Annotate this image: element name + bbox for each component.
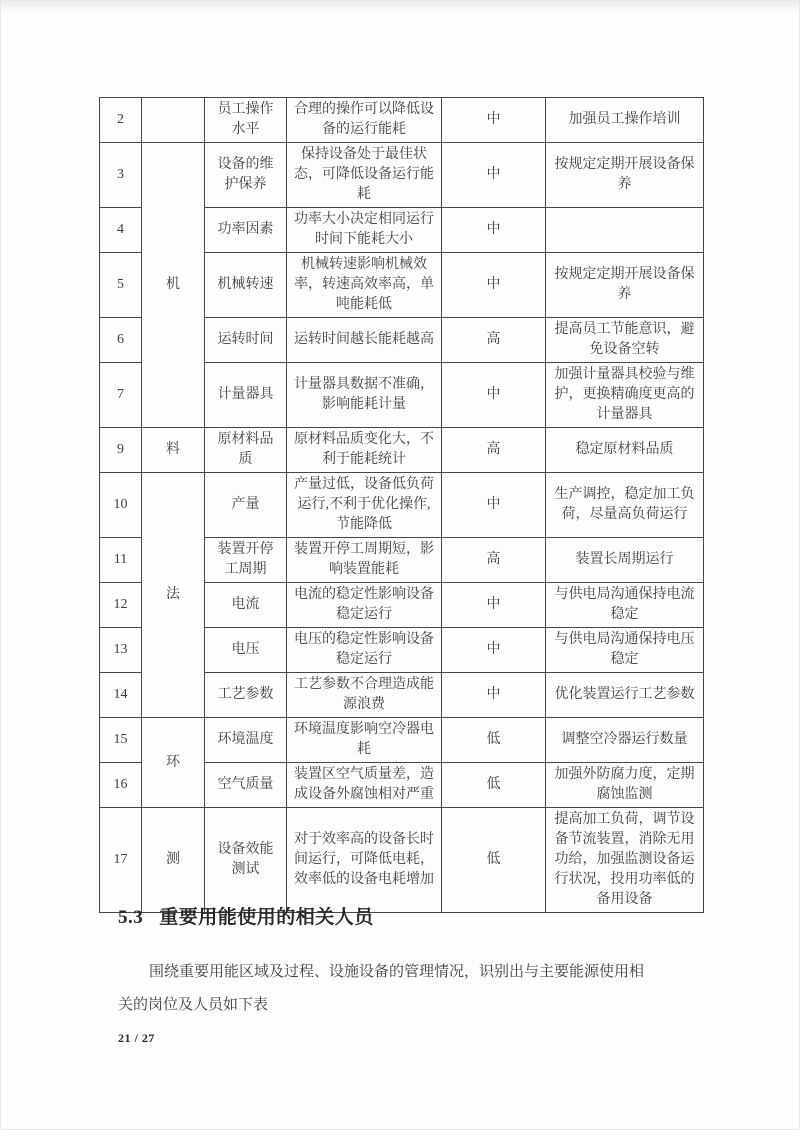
factor-cell: 工艺参数 (205, 673, 287, 718)
impact-level-cell: 高 (442, 538, 546, 583)
measure-cell: 按规定定期开展设备保养 (546, 143, 704, 208)
description-cell: 计量器具数据不准确，影响能耗计量 (287, 363, 442, 428)
section-number: 5.3 (118, 907, 144, 928)
measure-cell: 装置长周期运行 (546, 538, 704, 583)
measure-cell: 按规定定期开展设备保养 (546, 253, 704, 318)
factor-cell: 机械转速 (205, 253, 287, 318)
category-cell: 环 (142, 718, 205, 808)
factor-cell: 员工操作水平 (205, 98, 287, 143)
impact-level-cell: 中 (442, 583, 546, 628)
description-cell: 电压的稳定性影响设备稳定运行 (287, 628, 442, 673)
table-row (100, 718, 704, 763)
factor-cell: 设备的维护保养 (205, 143, 287, 208)
table-row (100, 473, 704, 538)
row-number-cell: 17 (100, 808, 142, 913)
measure-cell: 与供电局沟通保持电压稳定 (546, 628, 704, 673)
description-cell: 运转时间越长能耗越高 (287, 318, 442, 363)
measure-cell: 提高加工负荷，调节设备节流装置，消除无用功给，加强监测设备运行状况，投用功率低的备用设备 (546, 808, 704, 913)
table-row (100, 143, 704, 208)
description-cell: 装置区空气质量差，造成设备外腐蚀相对严重 (287, 763, 442, 808)
section-heading (118, 902, 374, 929)
measure-cell (546, 208, 704, 253)
row-number-cell: 7 (100, 363, 142, 428)
description-cell: 工艺参数不合理造成能源浪费 (287, 673, 442, 718)
impact-level-cell: 中 (442, 628, 546, 673)
row-number-cell: 9 (100, 428, 142, 473)
page-number: 21 / 27 (118, 1031, 155, 1045)
description-cell: 功率大小决定相同运行时间下能耗大小 (287, 208, 442, 253)
measure-cell: 调整空冷器运行数量 (546, 718, 704, 763)
description-cell: 对于效率高的设备长时间运行，可降低电耗，效率低的设备电耗增加 (287, 808, 442, 913)
description-cell: 原材料品质变化大，不利于能耗统计 (287, 428, 442, 473)
description-cell: 保持设备处于最佳状态，可降低设备运行能耗 (287, 143, 442, 208)
description-cell: 机械转速影响机械效率，转速高效率高，单吨能耗低 (287, 253, 442, 318)
category-cell: 料 (142, 428, 205, 473)
description-cell: 装置开停工周期短，影响装置能耗 (287, 538, 442, 583)
row-number-cell: 10 (100, 473, 142, 538)
row-number-cell: 11 (100, 538, 142, 583)
factor-cell: 环境温度 (205, 718, 287, 763)
section-title: 重要用能使用的相关人员 (159, 907, 374, 928)
factor-cell: 功率因素 (205, 208, 287, 253)
measure-cell: 与供电局沟通保持电流稳定 (546, 583, 704, 628)
row-number-cell: 5 (100, 253, 142, 318)
category-cell (142, 98, 205, 143)
factor-cell: 计量器具 (205, 363, 287, 428)
description-cell: 电流的稳定性影响设备稳定运行 (287, 583, 442, 628)
table-row (100, 808, 704, 913)
category-cell: 测 (142, 808, 205, 913)
impact-level-cell: 中 (442, 473, 546, 538)
description-cell: 产量过低，设备低负荷运行,不利于优化操作,节能降低 (287, 473, 442, 538)
measure-cell: 提高员工节能意识，避免设备空转 (546, 318, 704, 363)
measure-cell: 生产调控，稳定加工负荷，尽量高负荷运行 (546, 473, 704, 538)
impact-level-cell: 中 (442, 208, 546, 253)
impact-level-cell: 高 (442, 318, 546, 363)
impact-level-cell: 低 (442, 808, 546, 913)
impact-level-cell: 低 (442, 718, 546, 763)
table-row (100, 428, 704, 473)
category-cell: 机 (142, 143, 205, 428)
energy-factor-table (99, 97, 704, 913)
impact-level-cell: 中 (442, 363, 546, 428)
factor-cell: 空气质量 (205, 763, 287, 808)
factor-cell: 设备效能测试 (205, 808, 287, 913)
row-number-cell: 3 (100, 143, 142, 208)
measure-cell: 加强外防腐力度，定期腐蚀监测 (546, 763, 704, 808)
factor-cell: 产量 (205, 473, 287, 538)
category-cell: 法 (142, 473, 205, 718)
impact-level-cell: 中 (442, 673, 546, 718)
measure-cell: 稳定原材料品质 (546, 428, 704, 473)
impact-level-cell: 中 (442, 143, 546, 208)
factor-cell: 装置开停工周期 (205, 538, 287, 583)
row-number-cell: 16 (100, 763, 142, 808)
row-number-cell: 2 (100, 98, 142, 143)
measure-cell: 加强计量器具校验与维护，更换精确度更高的计量器具 (546, 363, 704, 428)
impact-level-cell: 中 (442, 98, 546, 143)
description-cell: 合理的操作可以降低设备的运行能耗 (287, 98, 442, 143)
row-number-cell: 4 (100, 208, 142, 253)
factor-cell: 原材料品质 (205, 428, 287, 473)
impact-level-cell: 中 (442, 253, 546, 318)
row-number-cell: 6 (100, 318, 142, 363)
row-number-cell: 15 (100, 718, 142, 763)
measure-cell: 优化装置运行工艺参数 (546, 673, 704, 718)
description-cell: 环境温度影响空冷器电耗 (287, 718, 442, 763)
paragraph-line-2: 关的岗位及人员如下表 (118, 997, 269, 1013)
impact-level-cell: 高 (442, 428, 546, 473)
row-number-cell: 12 (100, 583, 142, 628)
factor-cell: 电压 (205, 628, 287, 673)
table-row (100, 98, 704, 143)
factor-cell: 电流 (205, 583, 287, 628)
measure-cell: 加强员工操作培训 (546, 98, 704, 143)
factor-cell: 运转时间 (205, 318, 287, 363)
impact-level-cell: 低 (442, 763, 546, 808)
page-edge-shadow (1, 1, 799, 13)
row-number-cell: 13 (100, 628, 142, 673)
row-number-cell: 14 (100, 673, 142, 718)
body-paragraph (118, 956, 718, 1022)
paragraph-line-1: 围绕重要用能区域及过程、设施设备的管理情况，识别出与主要能源使用相 (149, 964, 645, 980)
